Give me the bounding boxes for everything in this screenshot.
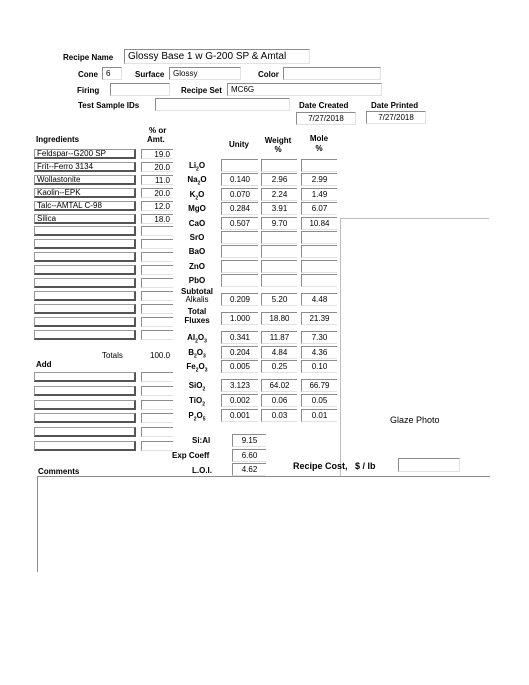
- oxide-formula: [180, 277, 214, 285]
- add-ingredient-amount-field[interactable]: [141, 386, 173, 396]
- unity-cell: 0.341: [221, 331, 258, 344]
- photo-frame-top: [340, 218, 489, 219]
- oxide-formula: [180, 205, 214, 213]
- oxide-symbol: CaO: [188, 218, 206, 228]
- ingredient-amount-field[interactable]: 20.0: [141, 188, 173, 198]
- exp-coeff-value: 6.60: [232, 449, 266, 462]
- unity-cell: [221, 245, 258, 258]
- add-ingredient-amount-field[interactable]: [141, 372, 173, 382]
- oxide-symbol: MgO: [188, 204, 206, 214]
- weight-percent-cell: [261, 231, 297, 244]
- ingredient-amount-field[interactable]: 18.0: [141, 214, 173, 224]
- subtotal-weight: 5.20: [261, 293, 297, 306]
- oxide-symbol: BaO: [188, 247, 206, 257]
- oxide-symbol-tail: O: [196, 347, 203, 357]
- weight-header-2: %: [274, 145, 282, 154]
- weight-percent-cell: 3.91: [261, 202, 297, 215]
- oxide-formula: [180, 234, 214, 242]
- oxide-subscript-2: 3: [204, 338, 207, 345]
- weight-percent-cell: 0.06: [261, 394, 297, 407]
- ingredient-name-field[interactable]: Feldspar--G200 SP: [34, 149, 136, 159]
- oxide-subscript: 2: [196, 166, 199, 173]
- weight-percent-cell: 2.96: [261, 173, 297, 186]
- ingredient-amount-field[interactable]: 12.0: [141, 201, 173, 211]
- total-label-2: Fluxes: [184, 316, 210, 325]
- firing-label: Firing: [77, 86, 100, 95]
- mole-percent-cell: 0.10: [301, 360, 337, 373]
- mole-percent-cell: 6.07: [301, 202, 337, 215]
- si-al-label: Si:Al: [192, 436, 211, 445]
- ingredients-header: Ingredients: [36, 135, 80, 144]
- subtotal-mole: 4.48: [301, 293, 337, 306]
- unity-cell: 0.002: [221, 394, 258, 407]
- oxide-formula: [180, 263, 214, 271]
- unity-cell: 0.204: [221, 346, 258, 359]
- ingredient-name-field[interactable]: Kaolin--EPK: [34, 188, 136, 198]
- ingredient-amount-field[interactable]: [141, 291, 173, 301]
- mole-percent-cell: [301, 260, 337, 273]
- oxide-symbol-tail: O: [197, 333, 205, 342]
- oxide-subscript-2: 3: [204, 367, 208, 374]
- ingredient-name-field[interactable]: Wollastonite: [34, 175, 136, 185]
- oxide-subscript: 2: [193, 416, 197, 423]
- ingredient-name-field[interactable]: [34, 317, 136, 327]
- oxide-symbol: ZnO: [189, 261, 205, 271]
- ingredient-amount-field[interactable]: 20.0: [141, 162, 173, 172]
- total-mole: 21.39: [301, 312, 337, 325]
- oxide-subscript-2: 5: [202, 416, 206, 423]
- oxide-subscript: 2: [195, 367, 199, 374]
- weight-percent-cell: 9.70: [261, 217, 297, 230]
- oxide-formula: [180, 397, 214, 409]
- oxide-symbol-tail: O: [198, 189, 205, 199]
- recipe-cost-unit: $ / lb: [355, 461, 376, 471]
- ingredient-amount-field[interactable]: [141, 330, 173, 340]
- oxide-symbol-tail: O: [200, 175, 207, 185]
- cone-label: Cone: [78, 70, 98, 79]
- unity-cell: 0.507: [221, 217, 258, 230]
- weight-percent-cell: 0.03: [261, 409, 297, 422]
- color-field[interactable]: [283, 67, 381, 80]
- unity-cell: 0.284: [221, 202, 258, 215]
- oxide-symbol: Na: [187, 175, 198, 185]
- weight-percent-cell: 2.24: [261, 188, 297, 201]
- add-ingredient-amount-field[interactable]: [141, 441, 173, 451]
- oxide-symbol-tail: O: [196, 411, 203, 420]
- weight-percent-cell: 11.87: [261, 331, 297, 344]
- cone-field[interactable]: 6: [102, 67, 122, 80]
- mole-percent-cell: [301, 274, 337, 287]
- total-weight: 18.80: [261, 312, 297, 325]
- oxide-formula: [180, 363, 214, 375]
- oxide-symbol-tail: O: [198, 362, 205, 371]
- oxide-subscript: 2: [197, 180, 201, 187]
- mole-percent-cell: 7.30: [301, 331, 337, 344]
- oxide-symbol: Li: [188, 161, 197, 170]
- add-ingredient-name-field[interactable]: [34, 400, 136, 410]
- weight-percent-cell: [261, 245, 297, 258]
- exp-coeff-label: Exp Coeff: [172, 451, 210, 460]
- mole-header-2: %: [315, 144, 323, 153]
- oxide-subscript: 2: [193, 353, 197, 360]
- ingredient-amount-field[interactable]: [141, 226, 173, 236]
- oxide-subscript: 2: [202, 401, 205, 408]
- ingredient-amount-field[interactable]: [141, 317, 173, 327]
- recipe-name-field[interactable]: Glossy Base 1 w G-200 SP & Amtal: [124, 49, 310, 64]
- add-ingredient-amount-field[interactable]: [141, 413, 173, 423]
- unity-cell: 0.001: [221, 409, 258, 422]
- mole-percent-cell: 1.49: [301, 188, 337, 201]
- oxide-symbol: TiO: [189, 396, 203, 405]
- comments-frame-left: [37, 476, 38, 572]
- loi-label: L.O.I.: [192, 466, 212, 475]
- unity-cell: 3.123: [221, 379, 258, 392]
- loi-value: 4.62: [232, 463, 266, 476]
- ingredient-amount-field[interactable]: [141, 252, 173, 262]
- ingredient-name-field[interactable]: [34, 265, 136, 275]
- unity-cell: 0.140: [221, 173, 258, 186]
- ingredient-amount-field[interactable]: [141, 239, 173, 249]
- photo-frame-left: [340, 218, 341, 476]
- weight-percent-cell: 0.25: [261, 360, 297, 373]
- mole-percent-cell: 0.05: [301, 394, 337, 407]
- oxide-formula: [180, 382, 214, 394]
- comments-label: Comments: [38, 467, 80, 476]
- amount-header-1: % or: [149, 126, 167, 135]
- amount-header-2: Amt.: [147, 135, 165, 144]
- ingredient-amount-field[interactable]: [141, 278, 173, 288]
- add-ingredient-amount-field[interactable]: [141, 400, 173, 410]
- unity-cell: 0.070: [221, 188, 258, 201]
- ingredient-name-field[interactable]: [34, 226, 136, 236]
- add-ingredient-name-field[interactable]: [34, 413, 136, 423]
- total-label-1: Total: [187, 307, 207, 316]
- ingredient-name-field[interactable]: [34, 252, 136, 262]
- oxide-symbol: B: [188, 347, 194, 357]
- ingredient-name-field[interactable]: Silica: [34, 214, 136, 224]
- oxide-formula: [180, 412, 214, 424]
- date-printed-label: Date Printed: [371, 101, 419, 110]
- ingredient-name-field[interactable]: [34, 304, 136, 314]
- oxide-symbol: SrO: [189, 233, 205, 242]
- mole-percent-cell: 66.79: [301, 379, 337, 392]
- ingredient-name-field[interactable]: [34, 291, 136, 301]
- unity-cell: [221, 274, 258, 287]
- add-ingredient-amount-field[interactable]: [141, 427, 173, 437]
- mole-percent-cell: 2.99: [301, 173, 337, 186]
- oxide-symbol: SiO: [188, 381, 203, 390]
- mole-percent-cell: [301, 245, 337, 258]
- surface-field[interactable]: Glossy: [169, 67, 241, 80]
- comments-frame-top: [37, 476, 490, 477]
- oxide-subscript: 2: [202, 386, 206, 393]
- ingredient-amount-field[interactable]: 19.0: [141, 149, 173, 159]
- ingredient-name-field[interactable]: [34, 278, 136, 288]
- ingredient-amount-field[interactable]: 11.0: [141, 175, 173, 185]
- ingredient-name-field[interactable]: Talc--AMTAL C-98: [34, 201, 136, 211]
- weight-percent-cell: 4.84: [261, 346, 297, 359]
- recipe-set-label: Recipe Set: [181, 86, 222, 95]
- oxide-symbol: K: [189, 189, 196, 199]
- weight-percent-cell: [261, 159, 297, 172]
- si-al-value: 9.15: [232, 434, 266, 447]
- mole-percent-cell: 0.01: [301, 409, 337, 422]
- weight-percent-cell: [261, 274, 297, 287]
- add-ingredient-name-field[interactable]: [34, 372, 136, 382]
- mole-percent-cell: 10.84: [301, 217, 337, 230]
- ingredient-name-field[interactable]: [34, 330, 136, 340]
- mole-header-1: Mole: [309, 134, 329, 143]
- oxide-subscript-2: 3: [203, 353, 206, 360]
- oxide-symbol: P: [188, 411, 194, 420]
- ingredient-amount-field[interactable]: [141, 265, 173, 275]
- unity-cell: [221, 231, 258, 244]
- total-unity: 1.000: [221, 312, 258, 325]
- oxide-symbol-tail: O: [198, 161, 206, 170]
- oxide-formula: [180, 334, 214, 346]
- unity-header: Unity: [229, 140, 249, 149]
- ingredient-name-field[interactable]: Frit--Ferro 3134: [34, 162, 136, 172]
- mole-percent-cell: [301, 231, 337, 244]
- oxide-subscript: 2: [195, 195, 199, 202]
- test-sample-field[interactable]: [155, 98, 290, 111]
- add-ingredient-name-field[interactable]: [34, 386, 136, 396]
- oxide-formula: [180, 248, 214, 256]
- oxide-symbol: Fe: [186, 362, 196, 371]
- unity-cell: [221, 159, 258, 172]
- add-ingredient-name-field[interactable]: [34, 441, 136, 451]
- mole-percent-cell: [301, 159, 337, 172]
- weight-header-1: Weight: [264, 136, 292, 145]
- recipe-set-field[interactable]: MC6G: [227, 83, 382, 96]
- date-printed-field[interactable]: 7/27/2018: [366, 111, 426, 124]
- subtotal-label-1: Subtotal: [181, 287, 213, 296]
- oxide-subscript: 2: [195, 338, 198, 345]
- oxide-formula: [180, 162, 214, 174]
- subtotal-label-2: Alkalis: [185, 295, 209, 304]
- unity-cell: 0.005: [221, 360, 258, 373]
- weight-percent-cell: [261, 260, 297, 273]
- date-created-label: Date Created: [299, 101, 349, 110]
- glaze-photo-label: Glaze Photo: [390, 415, 440, 425]
- ingredient-name-field[interactable]: [34, 239, 136, 249]
- add-label: Add: [36, 360, 52, 369]
- surface-label: Surface: [135, 70, 165, 79]
- oxide-formula: [180, 191, 214, 203]
- totals-value: 100.0: [150, 351, 171, 360]
- unity-cell: [221, 260, 258, 273]
- color-label: Color: [258, 70, 279, 79]
- recipe-cost-label: Recipe Cost,: [293, 461, 348, 471]
- test-sample-label: Test Sample IDs: [78, 101, 140, 110]
- subtotal-unity: 0.209: [221, 293, 258, 306]
- comments-field[interactable]: [42, 480, 482, 568]
- add-ingredient-name-field[interactable]: [34, 427, 136, 437]
- oxide-formula: [180, 349, 214, 361]
- mole-percent-cell: 4.36: [301, 346, 337, 359]
- recipe-name-label: Recipe Name: [63, 53, 114, 62]
- ingredient-amount-field[interactable]: [141, 304, 173, 314]
- oxide-formula: [180, 220, 214, 228]
- weight-percent-cell: 64.02: [261, 379, 297, 392]
- oxide-symbol: PbO: [188, 276, 206, 286]
- oxide-formula: [180, 176, 214, 188]
- firing-field[interactable]: [110, 83, 170, 96]
- oxide-symbol: Al: [187, 333, 196, 342]
- date-created-field[interactable]: 7/27/2018: [296, 112, 356, 125]
- totals-label: Totals: [102, 351, 123, 360]
- recipe-cost-field[interactable]: [398, 458, 460, 472]
